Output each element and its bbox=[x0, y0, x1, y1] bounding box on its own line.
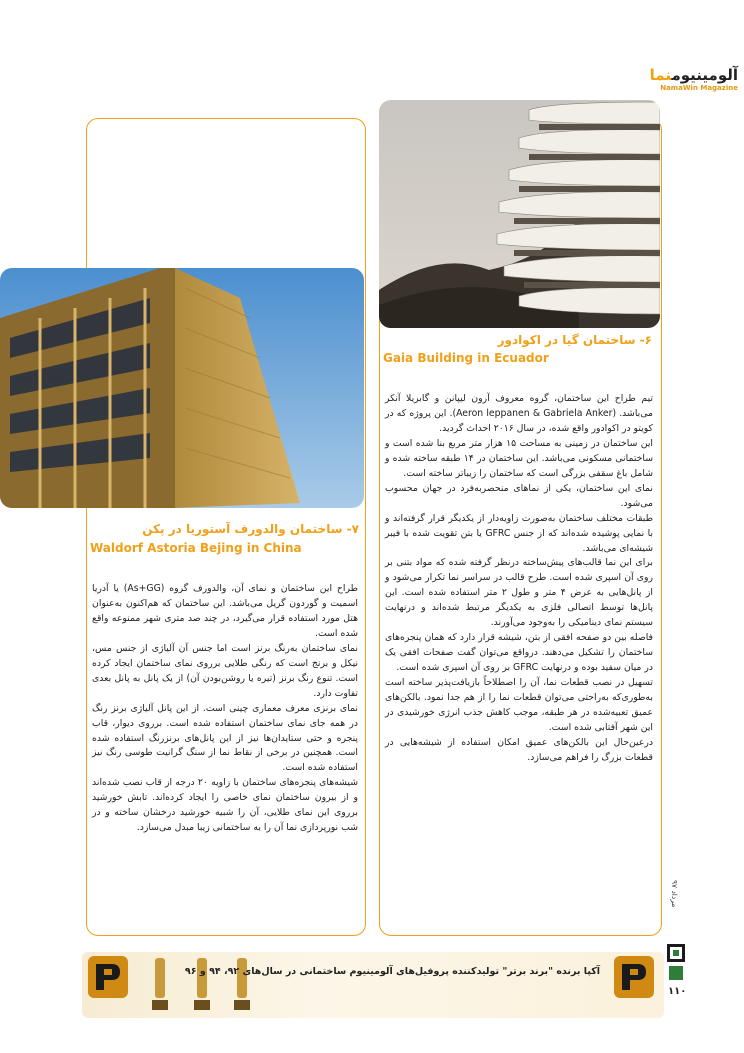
issue-date: مرداد ۹۷ bbox=[670, 880, 679, 908]
magazine-logo bbox=[628, 66, 738, 96]
akpa-logo-left bbox=[88, 956, 128, 998]
article-7-title-fa: ۷- ساختمان والدورف آستوریا در پکن bbox=[142, 522, 359, 536]
paragraph: این ساختمان در زمینی به مساحت ۱۵ هزار متر مربع بنا شده است و ساختمانی مسکونی می‌باشد. این ساختمان در ۱۴ طبقه ساخته شده و شامل باغ سقفی بزرگی است که ساختمان را زیباتر ساخته است. bbox=[385, 437, 653, 479]
logo-subtitle: NamaWin Magazine bbox=[660, 84, 738, 92]
article-6-title-en: Gaia Building in Ecuador bbox=[383, 351, 549, 365]
paragraph: نمای ساختمان به‌رنگ برنز است اما جنس آن آلیاژی از جنس مس، نیکل و برنج است که رنگی طلایی برروی نمای ساختمان ایجاد کرده است. تنوع رنگ برنز (تیره یا روشن‌بودن آن) از یک پانل به پانل بعدی تفاوت دارد. bbox=[92, 642, 358, 699]
paragraph: تسهیل در نصب قطعات نما، آن را اصطلاحاً بازیافت‌پذیر ساخته است به‌طوری‌که به‌راحتی می‌توان قطعات نما را از هم جدا نمود. بالکن‌های عمیق تعبیه‌شده در هر طبقه، موجب کاهش جذب انرژی خورشیدی در این شهر آفتابی شده است. bbox=[385, 677, 653, 733]
article-6-body bbox=[385, 392, 653, 766]
trophy-icon bbox=[192, 956, 212, 1016]
trophy-icon bbox=[150, 956, 170, 1016]
akpa-logo-right bbox=[614, 956, 654, 998]
paragraph: فاصله بین دو صفحه افقی از بتن، شیشه قرار دارد که همان پنجره‌های ساختمان را تشکیل می‌دهند. درواقع می‌توان گفت صفحات افقی یک در میان سفید بوده و درنهایت GFRC بر روی آن اسپری شده است. bbox=[385, 632, 653, 674]
paragraph: تیم طراح این ساختمان، گروه معروف آرون لیپانن و گابریلا آنکر می‌باشد. (Aeron leppanen & Gabriela Anker). این پروژه که در کویتو در اکوادور واقع شده، در سال ۲۰۱۶ احداث گردید. bbox=[385, 393, 653, 434]
paragraph: نمای برنزی معرف معماری چینی است. از این پانل آلیاژی برنز رنگ در همه جای نمای ساختمان استفاده شده است. برروی دیوار، قاب پنجره و حتی ستایدان‌ها نیز از این پانل‌های برنزرنگ استفاده شده است. همچنین در برخی از نقاط نما از سنگ گرانیت طوسی رنگ نیز استفاده شده است. bbox=[92, 702, 358, 774]
article-6-title-fa: ۶- ساختمان گیا در اکوادور bbox=[497, 333, 652, 347]
gaia-building-image bbox=[379, 100, 660, 328]
trophy-icon bbox=[232, 956, 252, 1016]
gaia-building-photo bbox=[379, 100, 660, 328]
logo-word-b: نما bbox=[649, 66, 672, 84]
paragraph: درعین‌حال این بالکن‌های عمیق امکان استفاده از شیشه‌هایی در قطعات بزرگ را فراهم می‌سازد. bbox=[385, 736, 653, 763]
paragraph: شیشه‌های پنجره‌های ساختمان با زاویه ۲۰ درجه از قاب نصب شده‌اند و از بیرون ساختمان نمای خاصی را ایجاد کرده‌اند. تابش خورشید برروی این نمای طلایی، آن را شبیه خورشید درخشان ساخته و در شب نورپردازی نما آن را به ساختمانی زیبا مبدل می‌سازد. bbox=[92, 777, 358, 834]
green-square-icon bbox=[669, 966, 683, 980]
waldorf-astoria-image bbox=[0, 268, 364, 508]
paragraph: نمای این ساختمان، یکی از نماهای منحصربه‌فرد در جهان محسوب می‌شود. bbox=[385, 482, 653, 509]
logo-word-a: آلومینیوم bbox=[671, 66, 738, 84]
waldorf-astoria-photo bbox=[0, 268, 364, 508]
logo-wordmark bbox=[650, 66, 738, 84]
magazine-mark-icon bbox=[667, 944, 685, 962]
banner-slogan: آکپا برنده "برند برتر" تولیدکننده پروفیل‌های آلومینیوم ساختمانی در سال‌های ۹۲، ۹۴ و ۹۶ bbox=[184, 966, 600, 977]
article-7-body bbox=[92, 582, 358, 836]
paragraph: طراح این ساختمان و نمای آن، والدورف گروه (As+GG) یا آدریا اسمیت و گوردون گریل می‌باشد. این ساختمان که هم‌اکنون به‌عنوان هتل مورد استفاده قرار می‌گیرد، در چند صد متری شهر ممنوعه واقع شده است. bbox=[92, 583, 358, 639]
paragraph: طبقات مختلف ساختمان به‌صورت زاویه‌دار از یکدیگر قرار گرفته‌اند و با نمایی پوشیده شده‌اند که از جنس GFRC یا بتن تقویت شده با فیبر شیشه‌ای می‌باشد. bbox=[385, 512, 653, 554]
paragraph: برای این نما قالب‌های پیش‌ساخته درنظر گرفته شده که مواد بتنی بر روی آن اسپری شده است. طرح قالب در سراسر نما تکرار می‌شود و از پانل‌هایی به عرض ۴ متر و طول ۲ متر استفاده شده است. این پانل‌ها توسط اتصالی فلزی به یکدیگر مرتبط شده‌اند و درنهایت سیستم نمای دینامیکی را به‌وجود می‌آورند. bbox=[385, 557, 653, 629]
article-7-title-en: Waldorf Astoria Bejing in China bbox=[90, 541, 302, 555]
page-number: ۱۱۰ bbox=[668, 986, 687, 997]
